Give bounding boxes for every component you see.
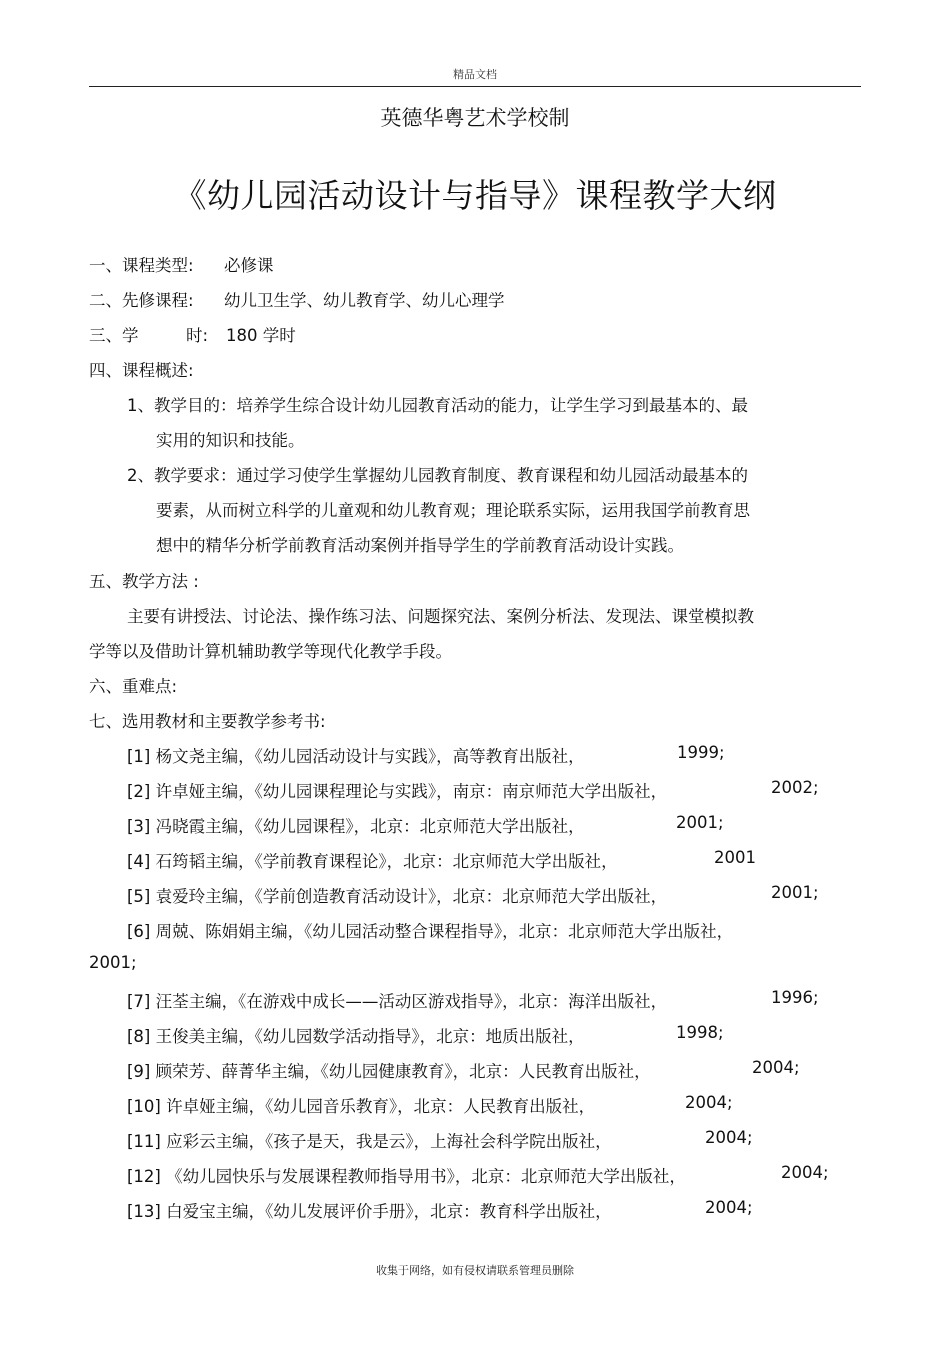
hours-label-a: 三、学 [89, 326, 139, 345]
overview-goal-line: 实用的知识和技能。 [156, 431, 305, 450]
hours-label-b: 时: [186, 326, 209, 345]
reference-item: [9] 顾荣芳、薛菁华主编，《幼儿园健康教育》，北京：人民教育出版社， [127, 1062, 651, 1081]
reference-year: 1998; [676, 1023, 724, 1042]
document-title: 《幼儿园活动设计与指导》课程教学大纲 [173, 176, 777, 215]
reference-item: [8] 王俊美主编，《幼儿园数学活动指导》，北京：地质出版社， [127, 1027, 585, 1046]
overview-heading: 四、课程概述: [89, 361, 194, 380]
overview-goal-line: 1、教学目的：培养学生综合设计幼儿园教育活动的能力，让学生学习到最基本的、最 [127, 396, 748, 415]
school-name: 英德华粤艺术学校制 [380, 106, 570, 130]
course-type-label: 一、课程类型: [89, 256, 194, 275]
reference-year: 2001; [89, 953, 137, 972]
reference-item: [5] 袁爱玲主编，《学前创造教育活动设计》，北京：北京师范大学出版社， [127, 887, 668, 906]
reference-item: [4] 石筠韬主编，《学前教育课程论》，北京：北京师范大学出版社， [127, 852, 618, 871]
reference-year: 2001; [676, 813, 724, 832]
difficulty-heading: 六、重难点: [89, 677, 178, 696]
reference-item: [11] 应彩云主编，《孩子是天，我是云》，上海社会科学院出版社， [127, 1132, 612, 1151]
prereq-label: 二、先修课程: [89, 291, 194, 310]
reference-item: [12] 《幼儿园快乐与发展课程教师指导用书》，北京：北京师范大学出版社， [127, 1167, 686, 1186]
course-type-value: 必修课 [224, 256, 274, 275]
reference-item: [1] 杨文尧主编，《幼儿园活动设计与实践》，高等教育出版社， [127, 747, 585, 766]
prereq-value: 幼儿卫生学、幼儿教育学、幼儿心理学 [224, 291, 505, 310]
reference-year: 2004; [752, 1058, 800, 1077]
reference-item: [7] 汪荃主编，《在游戏中成长——活动区游戏指导》，北京：海洋出版社， [127, 992, 668, 1011]
reference-year: 2001 [714, 848, 756, 867]
page-header: 精品文档 [453, 68, 497, 81]
reference-year: 2004; [705, 1128, 753, 1147]
reference-item: [2] 许卓娅主编，《幼儿园课程理论与实践》，南京：南京师范大学出版社， [127, 782, 668, 801]
overview-req-line: 想中的精华分析学前教育活动案例并指导学生的学前教育活动设计实践。 [156, 536, 684, 555]
methods-line: 学等以及借助计算机辅助教学等现代化教学手段。 [89, 642, 452, 661]
methods-heading: 五、教学方法 : [89, 572, 199, 591]
reference-year: 2001; [771, 883, 819, 902]
reference-year: 2004; [781, 1163, 829, 1182]
reference-year: 2004; [705, 1198, 753, 1217]
references-heading: 七、选用教材和主要教学参考书: [89, 712, 326, 731]
reference-year: 2004; [685, 1093, 733, 1112]
methods-line: 主要有讲授法、讨论法、操作练习法、问题探究法、案例分析法、发现法、课堂模拟教 [127, 607, 754, 626]
reference-item: [6] 周兢、陈娟娟主编，《幼儿园活动整合课程指导》，北京：北京师范大学出版社， [127, 922, 734, 941]
reference-item: [3] 冯晓霞主编，《幼儿园课程》，北京：北京师范大学出版社， [127, 817, 585, 836]
hours-value: 180 学时 [226, 326, 296, 345]
reference-year: 1996; [771, 988, 819, 1007]
overview-req-line: 要素，从而树立科学的儿童观和幼儿教育观；理论联系实际，运用我国学前教育思 [156, 501, 750, 520]
header-rule [89, 86, 861, 87]
reference-year: 2002; [771, 778, 819, 797]
reference-item: [10] 许卓娅主编，《幼儿园音乐教育》，北京：人民教育出版社， [127, 1097, 596, 1116]
reference-year: 1999; [677, 743, 725, 762]
overview-req-line: 2、教学要求：通过学习使学生掌握幼儿园教育制度、教育课程和幼儿园活动最基本的 [127, 466, 748, 485]
reference-item: [13] 白爱宝主编，《幼儿发展评价手册》，北京：教育科学出版社， [127, 1202, 612, 1221]
page-footer: 收集于网络，如有侵权请联系管理员删除 [376, 1264, 574, 1277]
